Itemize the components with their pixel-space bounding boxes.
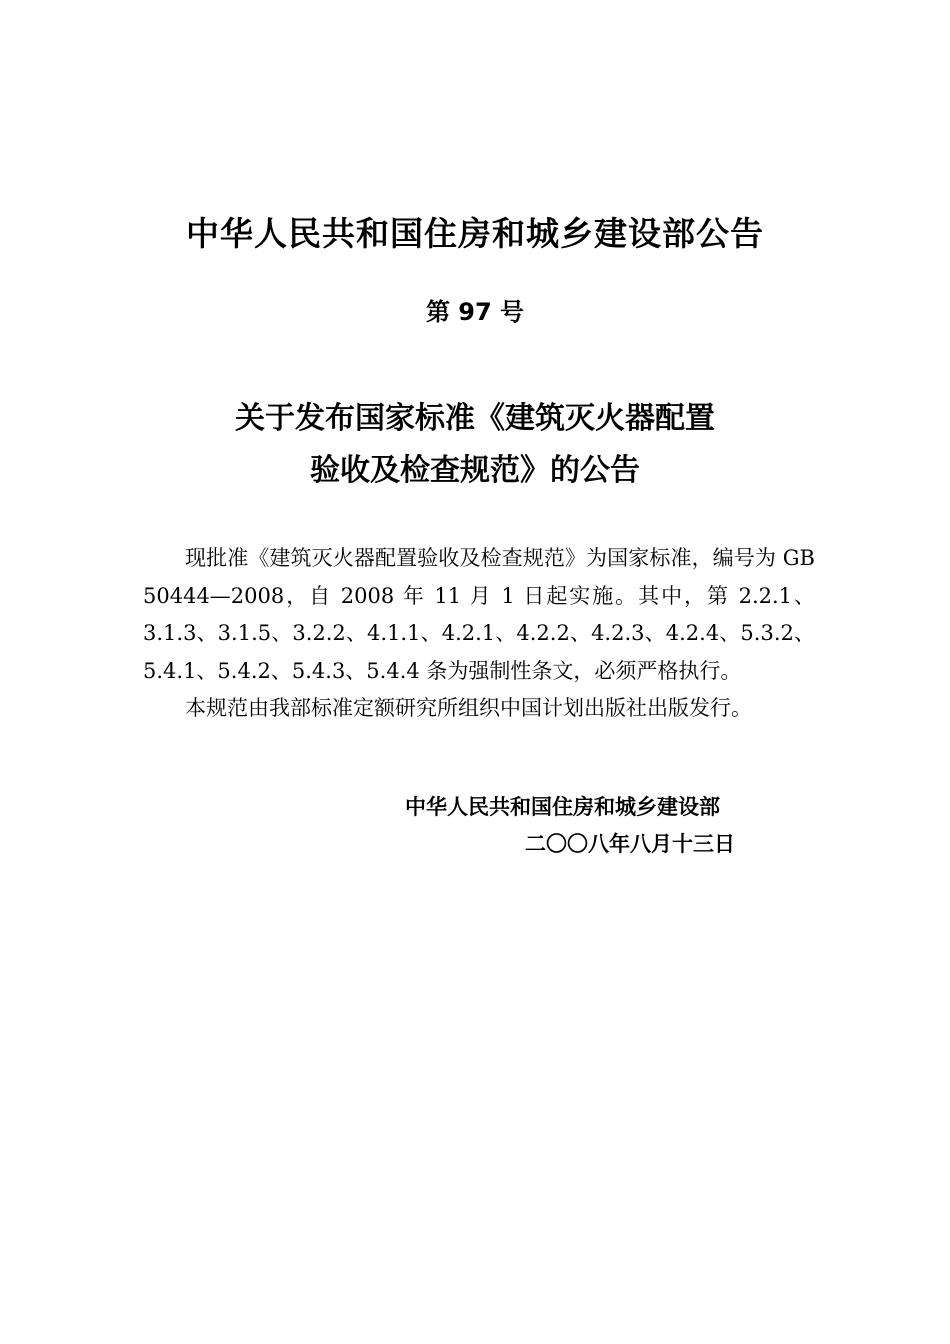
subject-line-2: 验收及检查规范》的公告 (310, 453, 640, 488)
announcement-body (143, 540, 815, 728)
announcement-title: 中华人民共和国住房和城乡建设部公告 (186, 214, 764, 253)
announcement-subject (0, 393, 950, 497)
subject-line-1: 关于发布国家标准《建筑灭火器配置 (235, 401, 715, 436)
issue-date: 二〇〇八年八月十三日 (525, 832, 735, 856)
announcement-number: 第 97 号 (425, 298, 525, 326)
body-paragraph-publication: 本规范由我部标准定额研究所组织中国计划出版社出版发行。 (185, 696, 752, 720)
body-paragraph-approval: 现批准《建筑灭火器配置验收及检查规范》为国家标准，编号为 GB 50444—2008，自 2008 年 11 月 1 日起实施。其中，第 2.2.1、3.1.3、3.1.5、3.2.2、4.1.1、4.2.1、4.2.2、4.2.3、4.2.4、5.3.2、5.4.1、5.4.2、5.4.3、5.4.4 条为强制性条文，必须严格执行。 (143, 546, 815, 683)
issuer-signature: 中华人民共和国住房和城乡建设部 (405, 795, 720, 819)
